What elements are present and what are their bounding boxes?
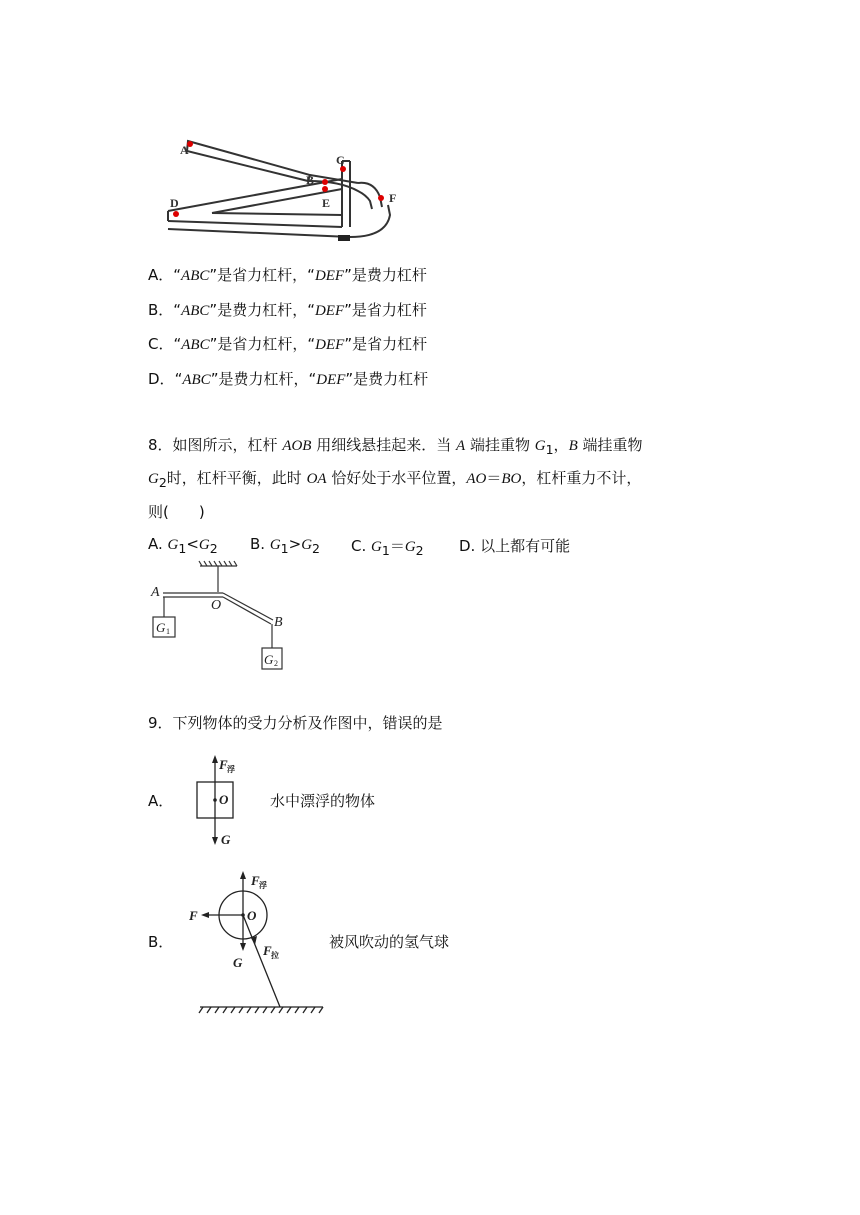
svg-text:F: F: [251, 873, 260, 888]
lever-aob-figure: [145, 560, 295, 675]
svg-text:F: F: [219, 757, 228, 772]
label-d: D: [170, 196, 179, 210]
q9-stem: 9．下列物体的受力分析及作图中，错误的是: [148, 714, 443, 732]
svg-text:2: 2: [274, 659, 278, 668]
svg-text:浮: 浮: [227, 765, 235, 774]
q8-stem-line2: $G_2$时，杠杆平衡，此时 OA 恰好处于水平位置，AO＝BO，杠杆重力不计，: [148, 469, 642, 490]
label-g2: G: [264, 652, 274, 667]
label-o: O: [211, 598, 222, 613]
q9-option-b-letter[interactable]: B．: [148, 933, 174, 951]
q7-option-c[interactable]: C．“ABC”是省力杠杆，“DEF”是省力杠杆: [148, 335, 428, 353]
label-a: A: [180, 143, 189, 157]
q8-option-b[interactable]: B. $G_1>G_2$: [250, 535, 320, 556]
label-e: E: [322, 196, 331, 210]
q7-option-b[interactable]: B．“ABC”是费力杠杆，“DEF”是省力杠杆: [148, 301, 427, 319]
svg-text:G: G: [221, 832, 231, 847]
svg-text:O: O: [247, 908, 257, 923]
floating-object-force-diagram: [185, 750, 255, 850]
svg-text:拉: 拉: [271, 951, 279, 960]
q9-option-b-caption: 被风吹动的氢气球: [329, 933, 450, 951]
svg-text:1: 1: [166, 627, 170, 636]
svg-text:F: F: [263, 943, 272, 958]
svg-text:G: G: [233, 955, 243, 970]
label-c: C: [336, 153, 345, 167]
label-g1: G: [156, 620, 166, 635]
q7-option-a[interactable]: A．“ABC”是省力杠杆，“DEF”是费力杠杆: [148, 266, 427, 284]
svg-text:浮: 浮: [259, 881, 267, 890]
label-a: A: [151, 585, 160, 600]
label-f: F: [389, 191, 397, 205]
lever-tool-figure: [160, 135, 410, 250]
q9-option-a-caption: 水中漂浮的物体: [270, 792, 376, 810]
svg-text:F: F: [189, 908, 198, 923]
q8-option-c[interactable]: C. $G_1=G_2$: [351, 537, 424, 558]
balloon-force-diagram: [185, 865, 330, 1015]
q8-option-d[interactable]: D. 以上都有可能: [459, 537, 571, 555]
label-b: B: [274, 615, 283, 630]
q9-option-a-letter[interactable]: A．: [148, 792, 174, 810]
q8-option-a[interactable]: A. $G_1<G_2$: [148, 535, 218, 556]
q8-stem-line3: 则( ): [148, 503, 205, 521]
q8-stem-line1: 8．如图所示，杠杆 AOB 用细线悬挂起来．当 A 端挂重物 $G_1$，B 端挂重物: [148, 436, 643, 457]
label-b: B: [306, 173, 315, 187]
q7-option-d[interactable]: D．“ABC”是费力杠杆，“DEF”是费力杠杆: [148, 370, 429, 388]
svg-text:O: O: [219, 792, 229, 807]
